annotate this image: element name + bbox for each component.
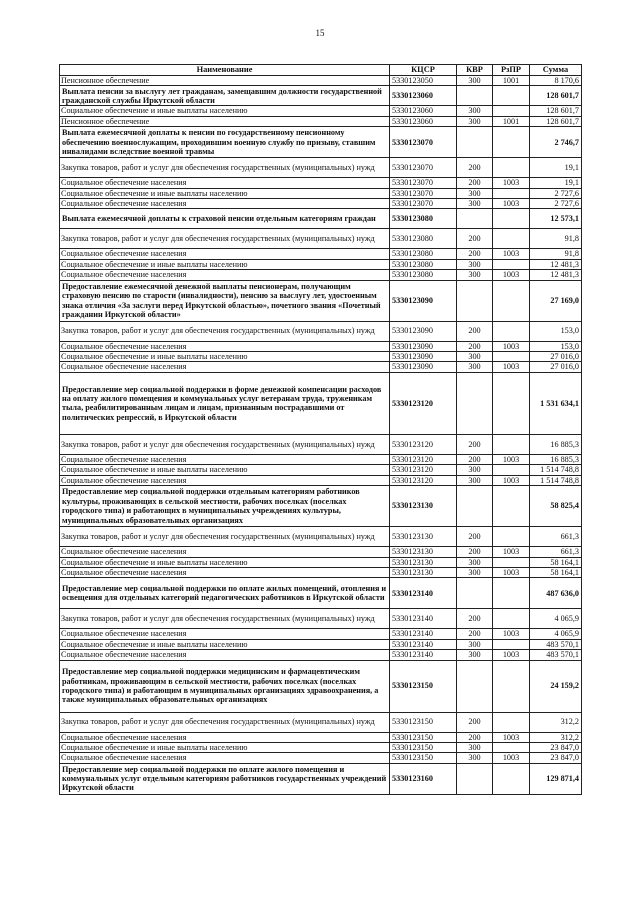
row-kcsr: 5330123080 <box>390 249 457 259</box>
table-row <box>60 86 582 106</box>
table-row <box>60 280 582 321</box>
row-kvr <box>457 660 493 712</box>
row-kvr: 300 <box>457 742 493 752</box>
row-kvr <box>457 86 493 106</box>
row-kvr: 200 <box>457 434 493 454</box>
row-name: Социальное обеспечение населения <box>60 454 390 464</box>
row-kcsr: 5330123080 <box>390 259 457 269</box>
row-sum: 487 636,0 <box>530 578 582 609</box>
row-name: Социальное обеспечение и иные выплаты населению <box>60 557 390 567</box>
row-kvr <box>457 280 493 321</box>
table-row <box>60 259 582 269</box>
table-row <box>60 341 582 351</box>
row-kvr: 200 <box>457 527 493 547</box>
row-name: Закупка товаров, работ и услуг для обеспечения государственных (муниципальных) нужд <box>60 229 390 249</box>
table-row <box>60 578 582 609</box>
row-kvr: 300 <box>457 106 493 116</box>
row-kvr: 200 <box>457 341 493 351</box>
row-sum: 661,3 <box>530 527 582 547</box>
row-kcsr: 5330123120 <box>390 372 457 434</box>
table-row <box>60 76 582 86</box>
row-kcsr: 5330123060 <box>390 116 457 126</box>
row-kvr <box>457 127 493 158</box>
row-rzpr <box>493 158 530 178</box>
row-kcsr: 5330123080 <box>390 270 457 280</box>
row-sum: 312,2 <box>530 712 582 732</box>
row-kcsr: 5330123070 <box>390 188 457 198</box>
row-name: Закупка товаров, работ и услуг для обеспечения государственных (муниципальных) нужд <box>60 527 390 547</box>
row-kcsr: 5330123090 <box>390 280 457 321</box>
table-row <box>60 609 582 629</box>
row-name: Предоставление мер социальной поддержки отдельным категориям работников культуры, проживающих в сельской местности, рабочих поселках (поселках городского типа) и работающих в муниципальных учреждениях культуры, муниципальных образовательных организациях <box>60 486 390 527</box>
row-kcsr: 5330123150 <box>390 712 457 732</box>
table-row <box>60 270 582 280</box>
row-name: Социальное обеспечение и иные выплаты населению <box>60 352 390 362</box>
row-rzpr: 1003 <box>493 650 530 660</box>
row-name: Социальное обеспечение населения <box>60 270 390 280</box>
table-row <box>60 712 582 732</box>
row-kcsr: 5330123090 <box>390 362 457 372</box>
table-row <box>60 527 582 547</box>
row-rzpr <box>493 639 530 649</box>
row-kvr: 300 <box>457 753 493 763</box>
row-name: Предоставление мер социальной поддержки по оплате жилого помещения и коммунальных услуг отдельным категориям работников государственных учреждений Иркутской области <box>60 763 390 794</box>
row-name: Социальное обеспечение населения <box>60 753 390 763</box>
table-row <box>60 106 582 116</box>
row-rzpr: 1003 <box>493 629 530 639</box>
table-row <box>60 547 582 557</box>
row-name: Социальное обеспечение населения <box>60 547 390 557</box>
table-row <box>60 475 582 485</box>
row-kcsr: 5330123140 <box>390 609 457 629</box>
table-row <box>60 188 582 198</box>
header-kcsr: КЦСР <box>390 65 457 76</box>
table-row <box>60 454 582 464</box>
page-number: 15 <box>315 28 325 38</box>
row-name: Социальное обеспечение населения <box>60 629 390 639</box>
row-sum: 58 164,1 <box>530 567 582 577</box>
row-kvr <box>457 209 493 229</box>
row-sum: 24 159,2 <box>530 660 582 712</box>
row-sum: 23 847,0 <box>530 753 582 763</box>
row-sum: 312,2 <box>530 732 582 742</box>
row-rzpr <box>493 229 530 249</box>
row-kcsr: 5330123130 <box>390 567 457 577</box>
table-row <box>60 732 582 742</box>
table-row <box>60 639 582 649</box>
row-name: Социальное обеспечение и иные выплаты населению <box>60 188 390 198</box>
row-sum: 2 746,7 <box>530 127 582 158</box>
row-rzpr: 1001 <box>493 116 530 126</box>
row-rzpr <box>493 763 530 794</box>
table-row <box>60 229 582 249</box>
row-rzpr <box>493 321 530 341</box>
row-sum: 128 601,7 <box>530 86 582 106</box>
row-rzpr <box>493 209 530 229</box>
row-kvr: 300 <box>457 76 493 86</box>
row-kvr: 200 <box>457 229 493 249</box>
row-kvr: 300 <box>457 352 493 362</box>
table-row <box>60 321 582 341</box>
row-sum: 153,0 <box>530 341 582 351</box>
header-name: Наименование <box>60 65 390 76</box>
row-sum: 8 170,6 <box>530 76 582 86</box>
row-kcsr: 5330123150 <box>390 742 457 752</box>
table-row <box>60 763 582 794</box>
table-row <box>60 650 582 660</box>
budget-table <box>59 64 582 795</box>
row-kcsr: 5330123080 <box>390 229 457 249</box>
row-rzpr <box>493 188 530 198</box>
row-rzpr: 1003 <box>493 753 530 763</box>
row-kvr: 200 <box>457 547 493 557</box>
row-rzpr: 1003 <box>493 178 530 188</box>
row-rzpr <box>493 127 530 158</box>
row-sum: 12 481,3 <box>530 270 582 280</box>
row-name: Выплата ежемесячной доплаты к страховой пенсии отдельным категориям граждан <box>60 209 390 229</box>
row-name: Закупка товаров, работ и услуг для обеспечения государственных (муниципальных) нужд <box>60 609 390 629</box>
table-row <box>60 249 582 259</box>
row-kvr: 300 <box>457 270 493 280</box>
row-kvr: 300 <box>457 362 493 372</box>
row-rzpr: 1003 <box>493 547 530 557</box>
row-name: Предоставление мер социальной поддержки по оплате жилых помещений, отопления и освещения для отдельных категорий педагогических работников в Иркутской области <box>60 578 390 609</box>
row-kcsr: 5330123090 <box>390 352 457 362</box>
row-kcsr: 5330123070 <box>390 127 457 158</box>
row-name: Закупка товаров, работ и услуг для обеспечения государственных (муниципальных) нужд <box>60 712 390 732</box>
table-row <box>60 209 582 229</box>
row-rzpr: 1003 <box>493 270 530 280</box>
row-sum: 23 847,0 <box>530 742 582 752</box>
table-row <box>60 127 582 158</box>
row-sum: 91,8 <box>530 229 582 249</box>
row-name: Социальное обеспечение населения <box>60 249 390 259</box>
row-kcsr: 5330123080 <box>390 209 457 229</box>
row-kcsr: 5330123070 <box>390 199 457 209</box>
row-sum: 2 727,6 <box>530 188 582 198</box>
row-kvr: 300 <box>457 465 493 475</box>
row-rzpr <box>493 609 530 629</box>
row-kvr: 200 <box>457 629 493 639</box>
row-kvr: 200 <box>457 732 493 742</box>
row-sum: 128 601,7 <box>530 116 582 126</box>
table-row <box>60 567 582 577</box>
row-kcsr: 5330123060 <box>390 86 457 106</box>
table-row <box>60 629 582 639</box>
row-rzpr <box>493 434 530 454</box>
row-rzpr: 1003 <box>493 341 530 351</box>
row-kvr: 300 <box>457 188 493 198</box>
table-row <box>60 199 582 209</box>
row-kcsr: 5330123050 <box>390 76 457 86</box>
row-kvr: 300 <box>457 199 493 209</box>
table-body <box>60 76 582 795</box>
row-rzpr: 1003 <box>493 199 530 209</box>
table-row <box>60 116 582 126</box>
row-name: Выплата пенсии за выслугу лет гражданам, замещавшим должности государственной гражданской службы Иркутской области <box>60 86 390 106</box>
header-rzpr: РзПР <box>493 65 530 76</box>
row-sum: 2 727,6 <box>530 199 582 209</box>
row-rzpr <box>493 106 530 116</box>
row-rzpr <box>493 660 530 712</box>
header-sum: Сумма <box>530 65 582 76</box>
row-name: Предоставление ежемесячной денежной выплаты пенсионерам, получающим страховую пенсию по старости (инвалидности), пенсию за выслугу лет, удостоенным знака отличия «За заслуги перед Иркутской областью», почетного звания «Почетный гражданин Иркутской области» <box>60 280 390 321</box>
row-name: Социальное обеспечение и иные выплаты населению <box>60 742 390 752</box>
row-rzpr <box>493 578 530 609</box>
row-kvr <box>457 372 493 434</box>
row-kcsr: 5330123060 <box>390 106 457 116</box>
row-rzpr <box>493 557 530 567</box>
row-kvr <box>457 578 493 609</box>
row-kvr: 200 <box>457 158 493 178</box>
row-kcsr: 5330123150 <box>390 732 457 742</box>
row-kvr: 300 <box>457 259 493 269</box>
row-name: Социальное обеспечение и иные выплаты населению <box>60 106 390 116</box>
row-kvr: 200 <box>457 609 493 629</box>
row-kcsr: 5330123120 <box>390 465 457 475</box>
row-rzpr <box>493 372 530 434</box>
row-kcsr: 5330123120 <box>390 475 457 485</box>
table-row <box>60 362 582 372</box>
row-kvr: 300 <box>457 650 493 660</box>
table-row <box>60 465 582 475</box>
row-sum: 16 885,3 <box>530 454 582 464</box>
row-sum: 128 601,7 <box>530 106 582 116</box>
row-sum: 58 164,1 <box>530 557 582 567</box>
row-name: Закупка товаров, работ и услуг для обеспечения государственных (муниципальных) нужд <box>60 158 390 178</box>
row-kcsr: 5330123120 <box>390 434 457 454</box>
row-kvr: 300 <box>457 116 493 126</box>
table-row <box>60 557 582 567</box>
row-sum: 16 885,3 <box>530 434 582 454</box>
row-name: Предоставление мер социальной поддержки в форме денежной компенсации расходов на оплату жилого помещения и коммунальных услуг ветеранам труда, труженикам тыла, реабилитированным лицам и лицам, признанным пострадавшими от политических репрессий, в Иркутской области <box>60 372 390 434</box>
row-name: Социальное обеспечение населения <box>60 199 390 209</box>
row-sum: 12 481,3 <box>530 259 582 269</box>
row-kcsr: 5330123120 <box>390 454 457 464</box>
row-rzpr <box>493 712 530 732</box>
row-sum: 661,3 <box>530 547 582 557</box>
row-sum: 58 825,4 <box>530 486 582 527</box>
row-name: Социальное обеспечение населения <box>60 567 390 577</box>
row-kvr <box>457 763 493 794</box>
row-sum: 4 065,9 <box>530 609 582 629</box>
row-kcsr: 5330123130 <box>390 547 457 557</box>
row-kcsr: 5330123090 <box>390 321 457 341</box>
row-kcsr: 5330123090 <box>390 341 457 351</box>
row-name: Выплата ежемесячной доплаты к пенсии по государственному пенсионному обеспечению военнослужащим, проходившим военную службу по призыву, ставшим инвалидами вследствие военной травмы <box>60 127 390 158</box>
row-name: Социальное обеспечение населения <box>60 341 390 351</box>
row-rzpr: 1003 <box>493 362 530 372</box>
row-rzpr <box>493 486 530 527</box>
row-kvr: 300 <box>457 567 493 577</box>
row-sum: 27 016,0 <box>530 352 582 362</box>
table-row <box>60 742 582 752</box>
row-name: Социальное обеспечение населения <box>60 178 390 188</box>
row-kvr <box>457 486 493 527</box>
row-kvr: 300 <box>457 475 493 485</box>
row-sum: 1 514 748,8 <box>530 475 582 485</box>
row-kvr: 200 <box>457 178 493 188</box>
row-kcsr: 5330123150 <box>390 753 457 763</box>
row-name: Социальное обеспечение и иные выплаты населению <box>60 465 390 475</box>
row-kvr: 200 <box>457 712 493 732</box>
row-sum: 91,8 <box>530 249 582 259</box>
table-row <box>60 753 582 763</box>
row-sum: 19,1 <box>530 158 582 178</box>
row-sum: 27 169,0 <box>530 280 582 321</box>
row-kcsr: 5330123140 <box>390 629 457 639</box>
row-rzpr <box>493 280 530 321</box>
table-row <box>60 660 582 712</box>
row-sum: 483 570,1 <box>530 650 582 660</box>
row-rzpr <box>493 527 530 547</box>
row-kcsr: 5330123150 <box>390 660 457 712</box>
row-rzpr <box>493 742 530 752</box>
row-rzpr <box>493 259 530 269</box>
table-row <box>60 178 582 188</box>
row-kcsr: 5330123130 <box>390 557 457 567</box>
table-header-row <box>60 65 582 76</box>
row-kvr: 200 <box>457 321 493 341</box>
row-kvr: 300 <box>457 557 493 567</box>
row-name: Социальное обеспечение населения <box>60 475 390 485</box>
row-sum: 1 514 748,8 <box>530 465 582 475</box>
row-kvr: 300 <box>457 639 493 649</box>
row-rzpr: 1003 <box>493 454 530 464</box>
row-name: Пенсионное обеспечение <box>60 76 390 86</box>
row-name: Закупка товаров, работ и услуг для обеспечения государственных (муниципальных) нужд <box>60 434 390 454</box>
table-row <box>60 434 582 454</box>
row-sum: 153,0 <box>530 321 582 341</box>
row-name: Предоставление мер социальной поддержки медицинским и фармацевтическим работникам, проживающим в сельской местности, рабочих поселках (поселках городского типа) и работающим в муниципальных организациях здравоохранения, а также муниципальных образовательных организациях <box>60 660 390 712</box>
header-kvr: КВР <box>457 65 493 76</box>
row-rzpr: 1001 <box>493 76 530 86</box>
row-name: Социальное обеспечение и иные выплаты населению <box>60 639 390 649</box>
table-row <box>60 352 582 362</box>
row-sum: 27 016,0 <box>530 362 582 372</box>
row-kcsr: 5330123130 <box>390 527 457 547</box>
row-kcsr: 5330123130 <box>390 486 457 527</box>
row-name: Социальное обеспечение населения <box>60 732 390 742</box>
row-name: Социальное обеспечение населения <box>60 362 390 372</box>
row-kcsr: 5330123140 <box>390 650 457 660</box>
row-kvr: 200 <box>457 454 493 464</box>
table-row <box>60 372 582 434</box>
row-kcsr: 5330123140 <box>390 578 457 609</box>
row-sum: 12 573,1 <box>530 209 582 229</box>
row-name: Пенсионное обеспечение <box>60 116 390 126</box>
row-rzpr <box>493 86 530 106</box>
row-name: Социальное обеспечение населения <box>60 650 390 660</box>
row-rzpr: 1003 <box>493 567 530 577</box>
row-name: Социальное обеспечение и иные выплаты населению <box>60 259 390 269</box>
row-rzpr <box>493 465 530 475</box>
row-name: Закупка товаров, работ и услуг для обеспечения государственных (муниципальных) нужд <box>60 321 390 341</box>
row-sum: 19,1 <box>530 178 582 188</box>
row-sum: 483 570,1 <box>530 639 582 649</box>
row-sum: 1 531 634,1 <box>530 372 582 434</box>
row-sum: 129 871,4 <box>530 763 582 794</box>
row-kcsr: 5330123070 <box>390 158 457 178</box>
row-rzpr <box>493 352 530 362</box>
row-rzpr: 1003 <box>493 249 530 259</box>
row-kvr: 200 <box>457 249 493 259</box>
row-sum: 4 065,9 <box>530 629 582 639</box>
row-rzpr: 1003 <box>493 475 530 485</box>
table-row <box>60 486 582 527</box>
row-kcsr: 5330123140 <box>390 639 457 649</box>
row-rzpr: 1003 <box>493 732 530 742</box>
row-kcsr: 5330123160 <box>390 763 457 794</box>
table-row <box>60 158 582 178</box>
row-kcsr: 5330123070 <box>390 178 457 188</box>
